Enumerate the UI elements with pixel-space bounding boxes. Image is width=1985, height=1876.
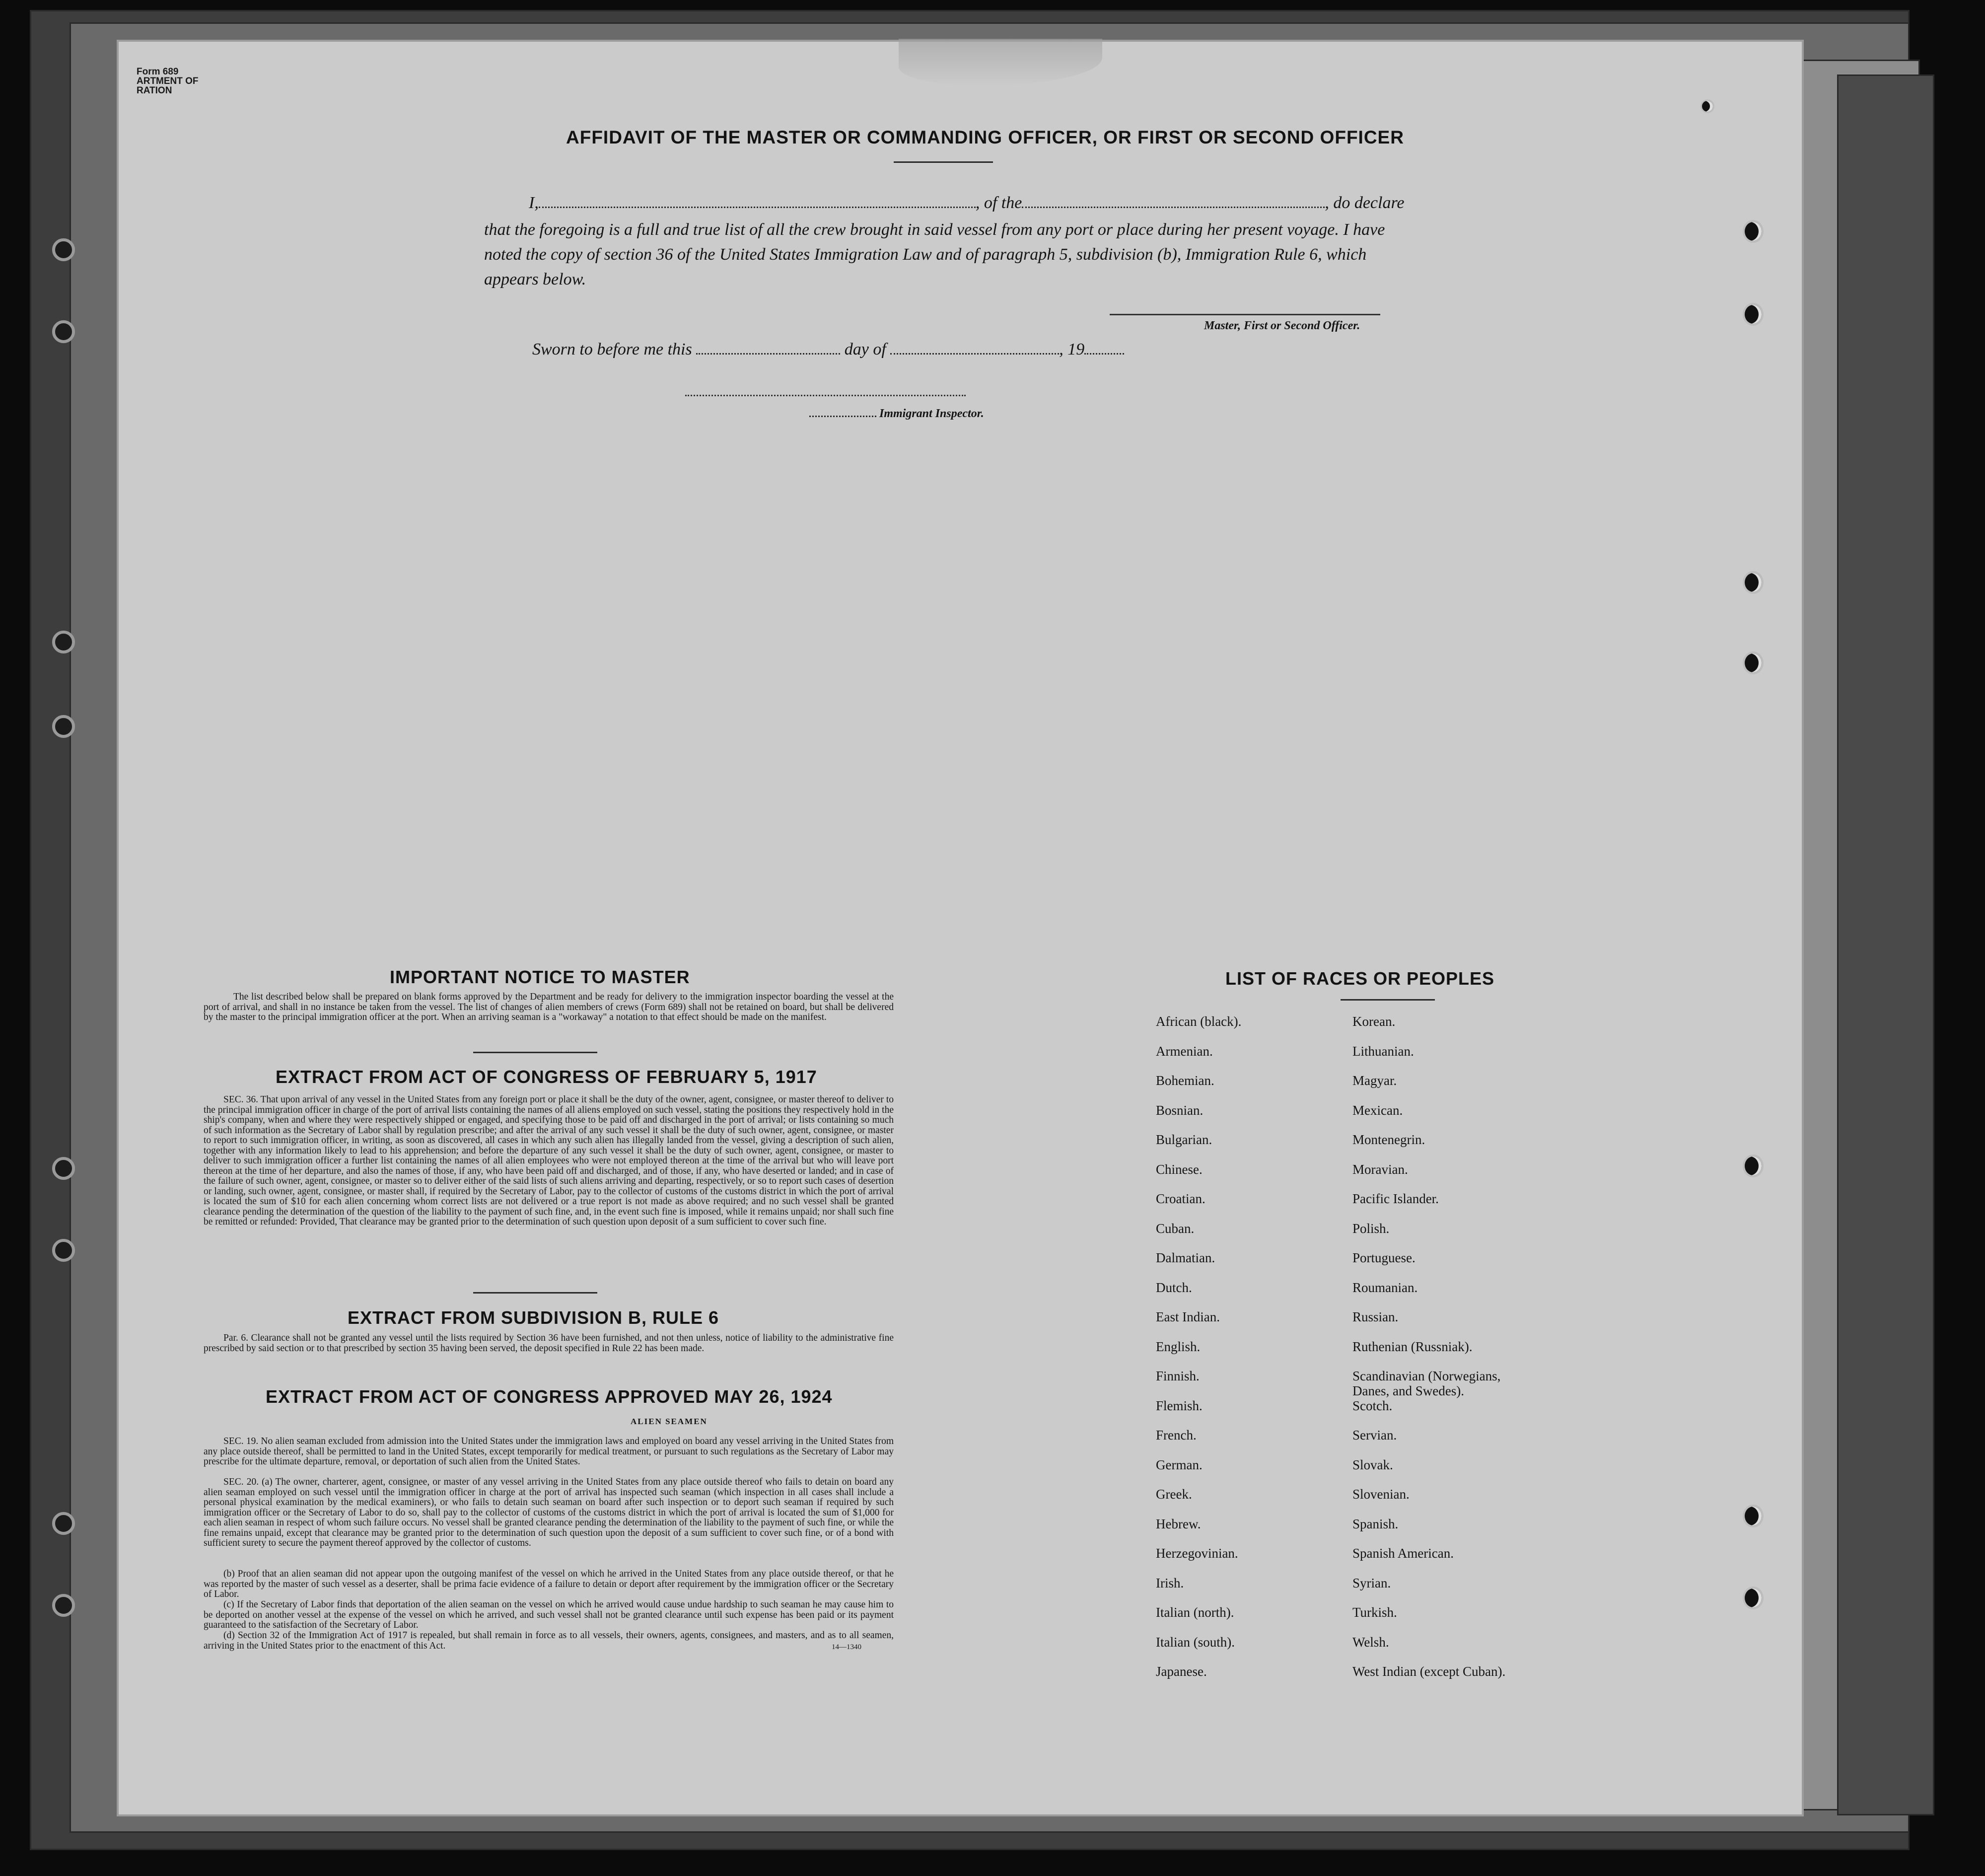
page-edge: [1837, 74, 1934, 1815]
race-entry: Turkish.: [1352, 1605, 1397, 1620]
section-rule: [473, 1292, 597, 1294]
section-rule: [473, 1052, 597, 1053]
print-code: 14—1340: [832, 1643, 861, 1651]
race-entry: French.: [1156, 1428, 1197, 1443]
binder-hole: [52, 631, 75, 653]
inspector-blank: [809, 413, 876, 417]
binder-hole: [1743, 1505, 1764, 1527]
race-entry: Herzegovinian.: [1156, 1546, 1238, 1561]
race-entry: Slovenian.: [1352, 1487, 1410, 1502]
binder-hole: [1743, 571, 1764, 594]
master-caption: Master, First or Second Officer.: [1204, 319, 1360, 332]
binder-hole: [1743, 303, 1764, 326]
inspector-signature-line: [685, 395, 966, 396]
inspector-caption-wrap: [809, 407, 984, 421]
race-entry: Bohemian.: [1156, 1073, 1214, 1088]
race-entry: Spanish American.: [1352, 1546, 1454, 1561]
race-entry: Portuguese.: [1352, 1250, 1416, 1265]
extract-1924-sec20c: (c) If the Secretary of Labor finds that deportation of the alien seaman on the vessel on which he arrived would cause undue hardship to such seaman he may cause him to be deported on another vessel at the expense of the vessel on which he arrived, and such vessel shall not be granted clearance until such expense has been paid or its payment guaranteed to the satisfaction of the Secretary of Labor.: [204, 1599, 894, 1630]
race-entry: Montenegrin.: [1352, 1132, 1425, 1147]
race-entry: Croatian.: [1156, 1191, 1205, 1206]
race-entry: Roumanian.: [1352, 1280, 1418, 1295]
form-stamp-line: ARTMENT OF: [137, 76, 199, 86]
form-stamp-line: RATION: [137, 85, 172, 96]
extract-1924-sec20d: (d) Section 32 of the Immigration Act of 1917 is repealed, but shall remain in force as to all vessels, their owners, agents, consignees, and masters, and as to all seamen, arriving in the United States prior to the enactment of this Act.: [204, 1630, 894, 1651]
race-entry: Flemish.: [1156, 1398, 1203, 1413]
race-entry: Irish.: [1156, 1575, 1184, 1590]
race-entry: Finnish.: [1156, 1369, 1200, 1383]
race-entry: Dalmatian.: [1156, 1250, 1215, 1265]
race-entry: Pacific Islander.: [1352, 1191, 1439, 1206]
binder-hole: [1743, 220, 1764, 243]
race-entry: Hebrew.: [1156, 1516, 1201, 1531]
declaration-do-declare: , do declare: [1325, 194, 1405, 212]
race-entry-continuation: Danes, and Swedes).: [1352, 1383, 1464, 1398]
race-entry: Bosnian.: [1156, 1102, 1204, 1118]
binder-hole: [1743, 651, 1764, 674]
name-blank: [539, 204, 976, 208]
race-entry: Japanese.: [1156, 1664, 1207, 1679]
binder-hole: [52, 715, 75, 738]
extract-rule6-title: EXTRACT FROM SUBDIVISION B, RULE 6: [348, 1307, 719, 1328]
race-entry: Slovak.: [1352, 1457, 1393, 1472]
sworn-line: [532, 340, 1124, 359]
sworn-day-blank: [696, 350, 840, 355]
staple-hole: [1701, 99, 1714, 113]
race-entry: Welsh.: [1352, 1634, 1389, 1650]
race-entry: Spanish.: [1352, 1516, 1399, 1531]
race-entry: Italian (south).: [1156, 1634, 1235, 1650]
race-entry: Bulgarian.: [1156, 1132, 1212, 1147]
race-entry: Dutch.: [1156, 1280, 1192, 1295]
master-signature-line: [1110, 314, 1380, 315]
extract-1924-sec20b: (b) Proof that an alien seaman did not appear upon the outgoing manifest of the vessel on which he arrived in the United States from any place outside thereof, or that he was reported by the master of such vessel as a deserter, shall be prima facie evidence of a failure to detain or deport after requirement by the immigration officer or the Secretary of Labor.: [204, 1569, 894, 1599]
race-entry: Armenian.: [1156, 1043, 1213, 1059]
race-entry: Syrian.: [1352, 1575, 1391, 1590]
binder-hole: [1743, 1587, 1764, 1609]
race-entry: Cuban.: [1156, 1221, 1195, 1236]
title-rule: [894, 161, 993, 163]
race-entry: Korean.: [1352, 1014, 1396, 1029]
declaration-i: I,: [529, 194, 539, 212]
race-entry: West Indian (except Cuban).: [1352, 1664, 1506, 1679]
race-entry: German.: [1156, 1457, 1203, 1472]
race-entry: Russian.: [1352, 1309, 1399, 1324]
vessel-blank: [1022, 204, 1325, 208]
sworn-month-blank: [890, 350, 1059, 355]
race-entry: Moravian.: [1352, 1161, 1408, 1177]
binder-hole: [52, 1157, 75, 1180]
declaration-of-the: , of the: [975, 194, 1022, 212]
binder-hole: [52, 238, 75, 261]
races-title: LIST OF RACES OR PEOPLES: [1225, 968, 1495, 989]
sworn-day-of: day of: [844, 340, 886, 359]
race-entry: Scandinavian (Norwegians,: [1352, 1369, 1501, 1383]
race-entry: Chinese.: [1156, 1161, 1203, 1177]
extract-1924-sec20a: SEC. 20. (a) The owner, charterer, agent, consignee, or master of any vessel arriving in the United States from any place outside thereof who fails to detain on board any alien seaman employed on such vessel until the immigration officer in charge at the port of arrival has inspected such seaman (which inspection in all cases shall include a personal physical examination by the medical examiners), or who fails to detain such seaman on board after such inspection or to deport such seaman if required by such immigration officer or the Secretary of Labor to do so, shall pay to the collector of customs of the customs district in which the port of arrival is located the sum of $1,000 for each alien seaman in respect of whom such failure occurs. No vessel shall be granted clearance pending the determination of the liability to the payment of such fine, or while the fine remains unpaid, except that clearance may be granted prior to the determination of such question upon the deposit of a sum sufficient to cover such fine, or of a bond with sufficient surety to secure the payment thereof approved by the collector of customs.: [204, 1477, 894, 1548]
race-entry: East Indian.: [1156, 1309, 1220, 1324]
race-entry: Servian.: [1352, 1428, 1397, 1443]
form-stamp-line: Form 689: [137, 67, 179, 77]
race-entry: Scotch.: [1352, 1398, 1393, 1413]
form-number-stamp: [137, 67, 199, 95]
race-entry: Lithuanian.: [1352, 1043, 1414, 1059]
race-entry: English.: [1156, 1339, 1201, 1354]
inspector-caption: Immigrant Inspector.: [879, 407, 984, 420]
race-entry: Magyar.: [1352, 1073, 1397, 1088]
race-entry: African (black).: [1156, 1014, 1242, 1029]
extract-rule6-body: Par. 6. Clearance shall not be granted any vessel until the lists required by Section 36 have been furnished, and not then unless, notice of liability to the administrative fine prescribed by said section or to that prescribed by section 35 having been served, the deposit specified in Rule 22 has been made.: [204, 1333, 894, 1354]
race-entry: Polish.: [1352, 1221, 1390, 1236]
extract-1924-title: EXTRACT FROM ACT OF CONGRESS APPROVED MAY 26, 1924: [266, 1386, 833, 1407]
race-entry: Mexican.: [1352, 1102, 1403, 1118]
alien-seamen-subtitle: ALIEN SEAMEN: [631, 1417, 708, 1426]
binder-hole: [52, 1239, 75, 1262]
sworn-prefix: Sworn to before me this: [532, 340, 692, 359]
affidavit-title: AFFIDAVIT OF THE MASTER OR COMMANDING OFFICER, OR FIRST OR SECOND OFFICER: [566, 127, 1404, 147]
sworn-year-blank: [1084, 350, 1124, 355]
race-entry: Italian (north).: [1156, 1605, 1234, 1620]
race-entry: Greek.: [1156, 1487, 1192, 1502]
declaration-line: [529, 194, 1405, 213]
binder-hole: [52, 1512, 75, 1535]
binder-hole: [52, 1594, 75, 1617]
sworn-year: , 19: [1059, 340, 1085, 359]
extract-1924-sec19: SEC. 19. No alien seaman excluded from admission into the United States under the immigration laws and employed on board any vessel arriving in the United States from any place outside thereof, shall be permitted to land in the United States, except temporarily for medical treatment, or pursuant to such regulations as the Secretary of Labor may prescribe for the ultimate departure, removal, or deportation of such alien from the United States.: [204, 1436, 894, 1467]
affidavit-body: that the foregoing is a full and true list of all the crew brought in said vessel from any port or place during her present voyage. I have noted the copy of section 36 of the United States Immigration Law and of paragraph 5, subdivision (b), Immigration Rule 6, which appears below.: [484, 220, 1385, 289]
notice-title: IMPORTANT NOTICE TO MASTER: [390, 967, 690, 987]
affidavit-page: [117, 40, 1804, 1816]
notice-body: The list described below shall be prepared on blank forms approved by the Department and be ready for delivery to the immigration inspector boarding the vessel at the port of arrival, and shall in no instance be taken from the vessel. The list of changes of alien members of crews (Form 689) shall not be retained on board, but shall be delivered by the master to the principal immigration officer at the port. When an arriving seaman is a "workaway" a notation to that effect should be made on the manifest.: [204, 992, 894, 1022]
binder-hole: [52, 320, 75, 343]
extract-1917-title: EXTRACT FROM ACT OF CONGRESS OF FEBRUARY 5, 1917: [276, 1067, 817, 1087]
section-rule: [1341, 999, 1435, 1001]
extract-1917-body: SEC. 36. That upon arrival of any vessel in the United States from any foreign port or place it shall be the duty of the owner, agent, consignee, or master thereof to deliver to the principal immigration officer in charge of the port of arrival lists containing the names of all aliens employed on such vessel, stating the positions they respectively hold in the ship's company, when and where they were respectively shipped or engaged, and specifying those to be paid off and discharged in the port of arrival; or lists containing so much of such information as the Secretary of Labor shall by regulation prescribe; and after the arrival of any such vessel it shall be the duty of such owner, agent, consignee, or master to report to such immigration officer, in writing, as soon as discovered, all cases in which any such alien has illegally landed from the vessel, giving a description of such alien, together with any information likely to lead to his apprehension; and before the departure of any such vessel it shall be the duty of such owner, agent, consignee, or master to deliver to such immigration officer a further list containing the names of all alien employees who were not employed thereon at the time of the arrival but who will leave port thereon at the time of her departure, and also the names of those, if any, who have been paid off and discharged, and of those, if any, who have deserted or landed; and in case of the failure of such owner, agent, consignee, or master so to deliver either of the said lists of such aliens arriving and departing, respectively, or so to report such cases of desertion or landing, such owner, agent, consignee, or master shall, if required by the Secretary of Labor, pay to the collector of customs of the customs district in which the port of arrival is located the sum of $10 for each alien concerning whom correct lists are not delivered or a true report is not made as above required; and no such vessel shall be granted clearance pending the determination of the question of the liability to the payment of such fine, and, in the event such fine is imposed, while it remains unpaid; nor shall such fine be remitted or refunded: Provided, That clearance may be granted prior to the determination of such question upon deposit of a sum sufficient to cover such fine.: [204, 1094, 894, 1227]
race-entry: Ruthenian (Russniak).: [1352, 1339, 1473, 1354]
binder-hole: [1743, 1154, 1764, 1177]
